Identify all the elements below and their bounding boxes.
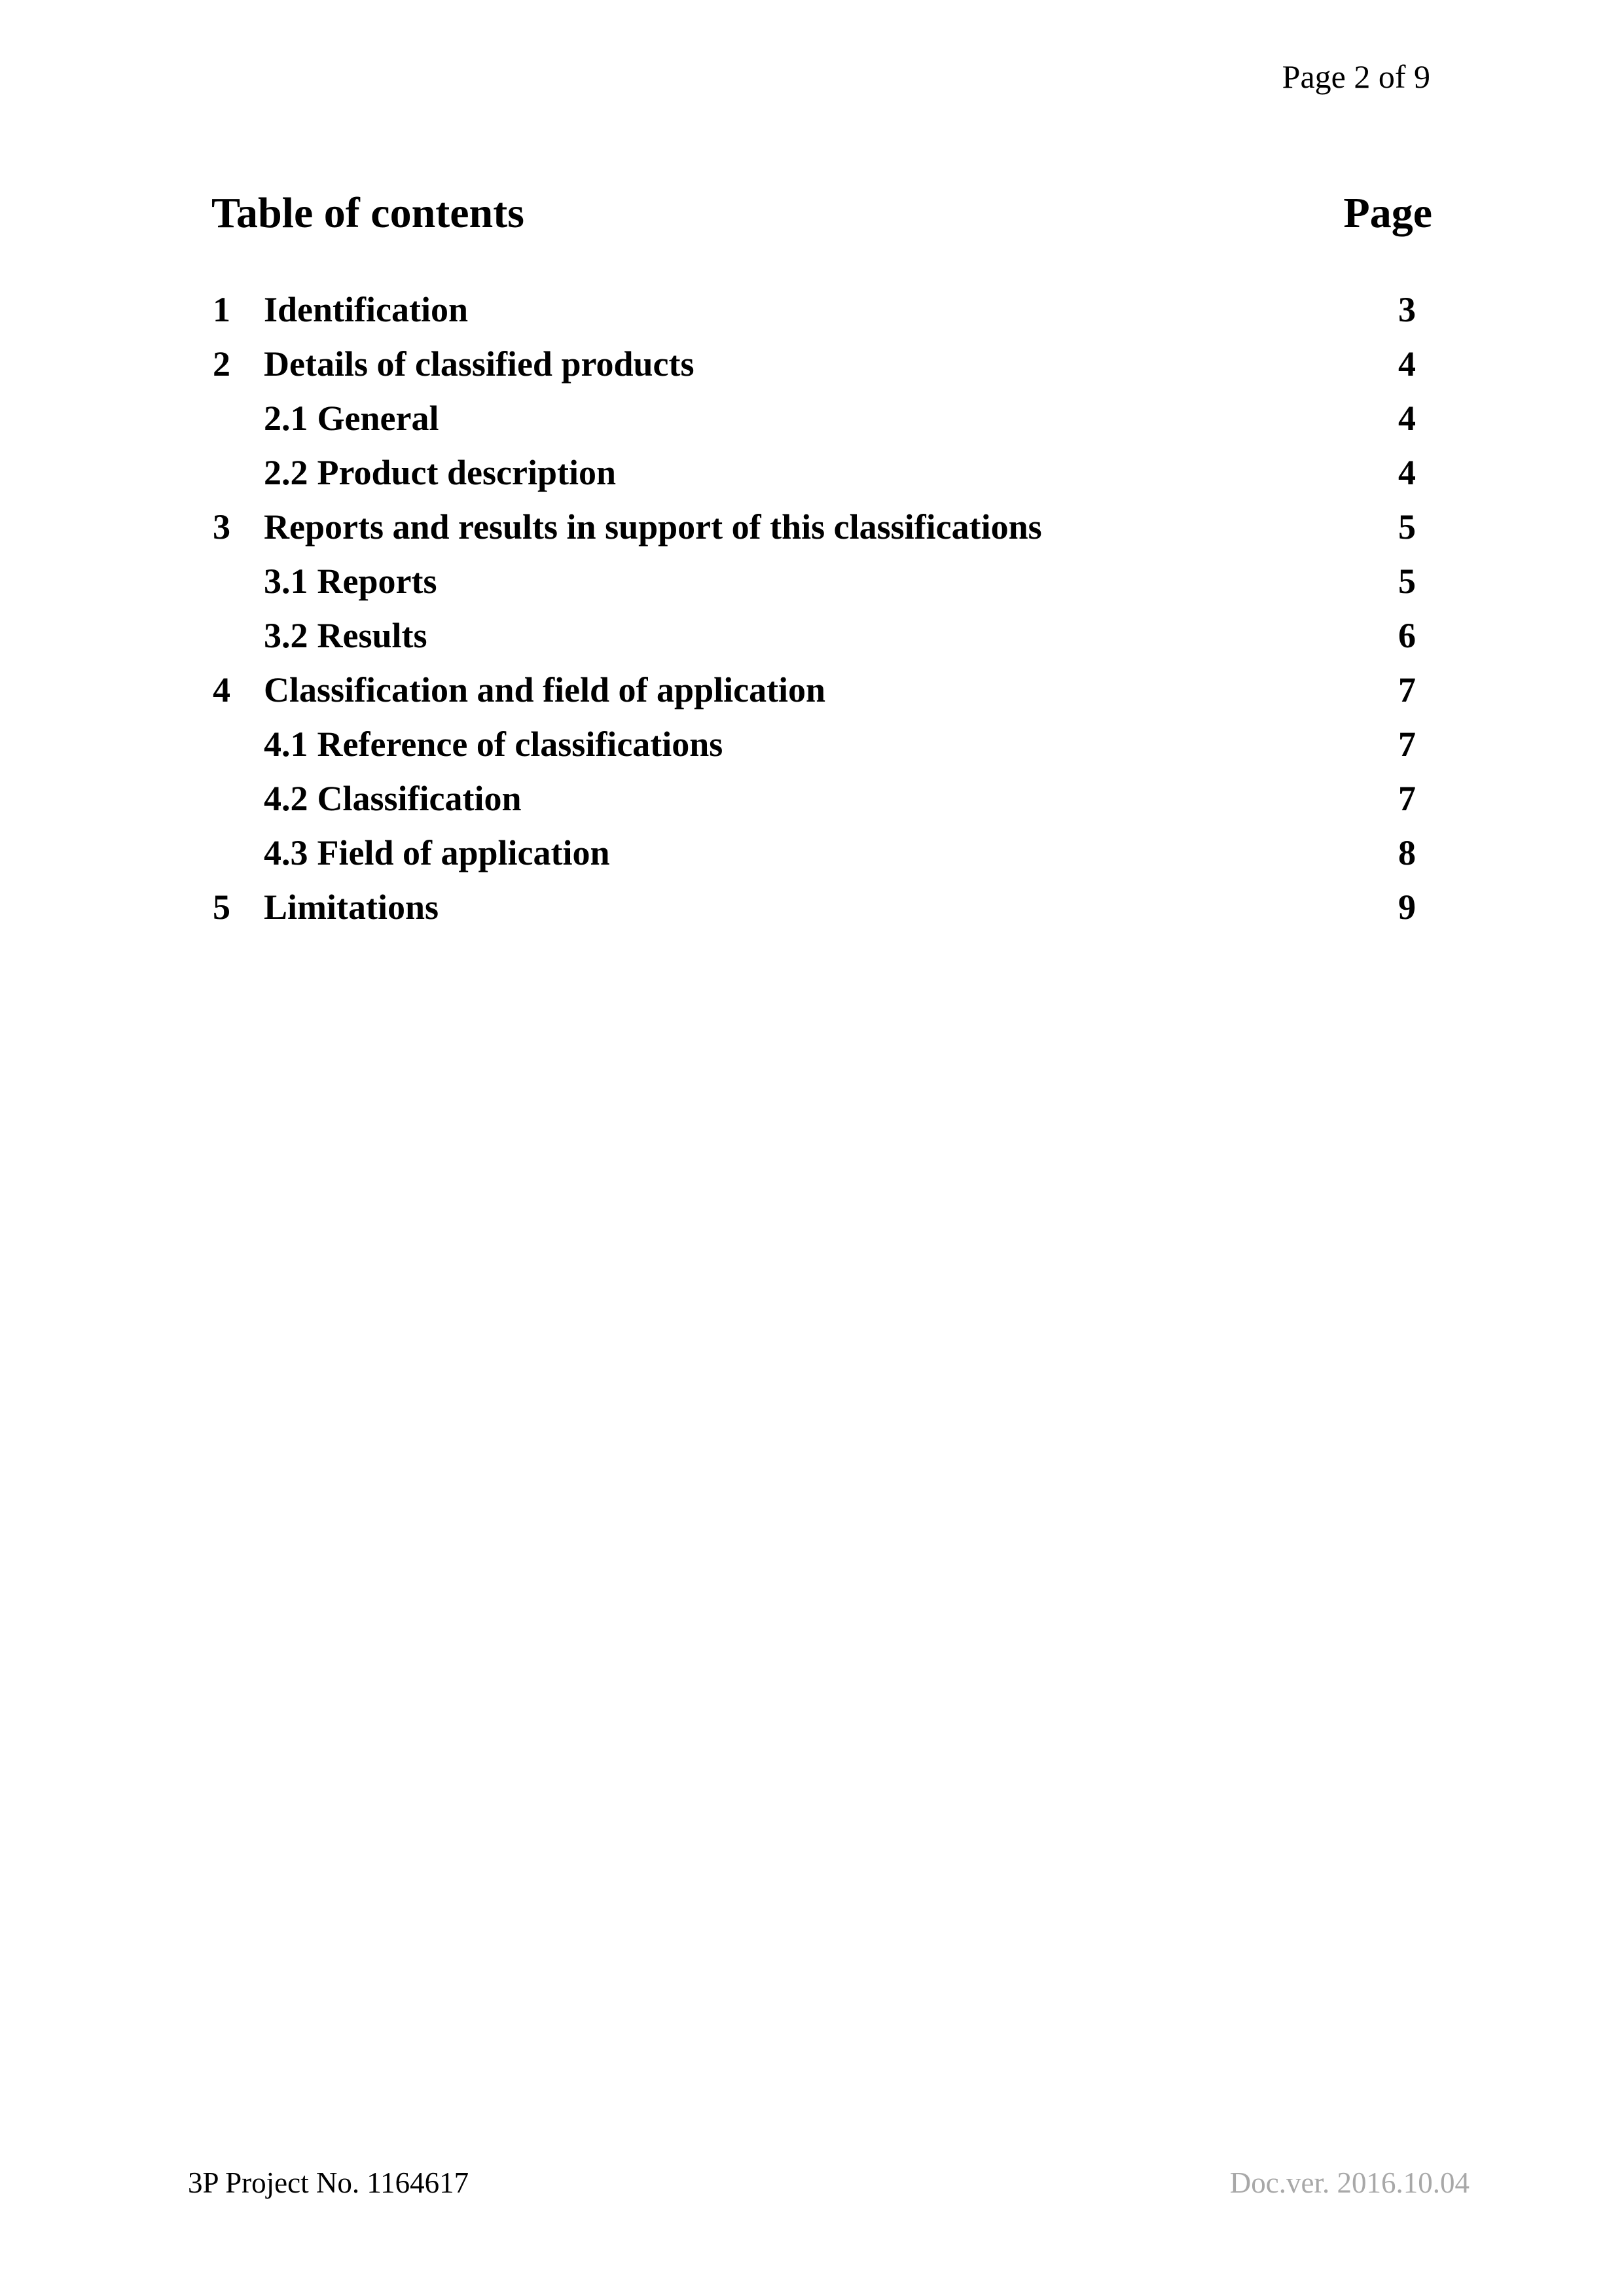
toc-entry-2-1 [213,391,1432,446]
toc-entry-text [213,880,1398,935]
toc-entry-3 [213,500,1432,554]
toc-entry-label: Reports and results in support of this classifications [264,507,1042,547]
toc-entry-number: 2.1 [264,399,308,438]
toc-entry-label: Limitations [264,888,439,927]
toc-entry-label: Field of application [317,833,610,872]
toc-entry-number: 3.2 [264,616,308,655]
toc-entry-number: 4.1 [264,725,308,764]
toc-header [211,188,1432,238]
toc-entry-label: Results [317,616,427,655]
toc-entry-3-1 [213,554,1432,609]
toc-entry-label: Classification and field of application [264,670,826,709]
toc-entry-label: General [317,399,439,438]
toc-entry-text [213,554,1398,609]
toc-entry-label: Details of classified products [264,344,695,384]
toc-entry-4-1 [213,717,1432,772]
toc-entry-text [213,717,1398,772]
toc-entry-page: 4 [1398,399,1416,438]
toc-entry-4-2 [213,772,1432,826]
toc-entry-2-2 [213,446,1432,500]
toc-entry-text [213,391,1398,446]
toc-entry-page: 5 [1398,562,1416,601]
toc-entry-label: Reports [317,562,437,601]
toc-entry-page: 9 [1398,888,1416,927]
toc-entry-number: 1 [213,290,230,329]
toc-entry-number: 3.1 [264,562,308,601]
toc-entry-text [213,337,1398,391]
toc-entry-text [213,826,1398,880]
toc-entry-page: 7 [1398,779,1416,818]
toc-entry-text [213,609,1398,663]
toc-entry-page: 4 [1398,453,1416,492]
toc-entry-label: Classification [317,779,522,818]
toc-entry-4-3 [213,826,1432,880]
toc-entry-text [213,283,1398,337]
toc-entry-text [213,500,1398,554]
toc-entry-label: Identification [264,290,469,329]
toc-entry-5 [213,880,1432,935]
toc-entry-number: 3 [213,507,230,547]
footer-doc-version: Doc.ver. 2016.10.04 [1229,2166,1470,2199]
toc-entry-text [213,772,1398,826]
toc-entry-number: 4.2 [264,779,308,818]
toc-entry-number: 4.3 [264,833,308,872]
toc-entry-label: Reference of classifications [317,725,723,764]
toc-page-column-label: Page [1343,189,1432,237]
toc-entry-3-2 [213,609,1432,663]
toc-entry-number: 4 [213,670,230,709]
toc-entry-page: 6 [1398,616,1416,655]
toc-entry-2 [213,337,1432,391]
toc-entry-page: 4 [1398,344,1416,384]
toc-entry-number: 2 [213,344,230,384]
toc-list [213,283,1432,935]
toc-entry-page: 8 [1398,833,1416,872]
toc-entry-page: 7 [1398,670,1416,709]
toc-entry-page: 7 [1398,725,1416,764]
toc-entry-label: Product description [317,453,616,492]
toc-entry-4 [213,663,1432,717]
toc-entry-1 [213,283,1432,337]
toc-entry-number: 5 [213,888,230,927]
footer-project-number: 3P Project No. 1164617 [188,2166,469,2199]
toc-entry-page: 5 [1398,507,1416,547]
toc-entry-number: 2.2 [264,453,308,492]
toc-entry-text [213,663,1398,717]
toc-entry-page: 3 [1398,290,1416,329]
toc-entry-text [213,446,1398,500]
toc-title: Table of contents [211,189,524,237]
page-number-indicator: Page 2 of 9 [1282,58,1430,95]
